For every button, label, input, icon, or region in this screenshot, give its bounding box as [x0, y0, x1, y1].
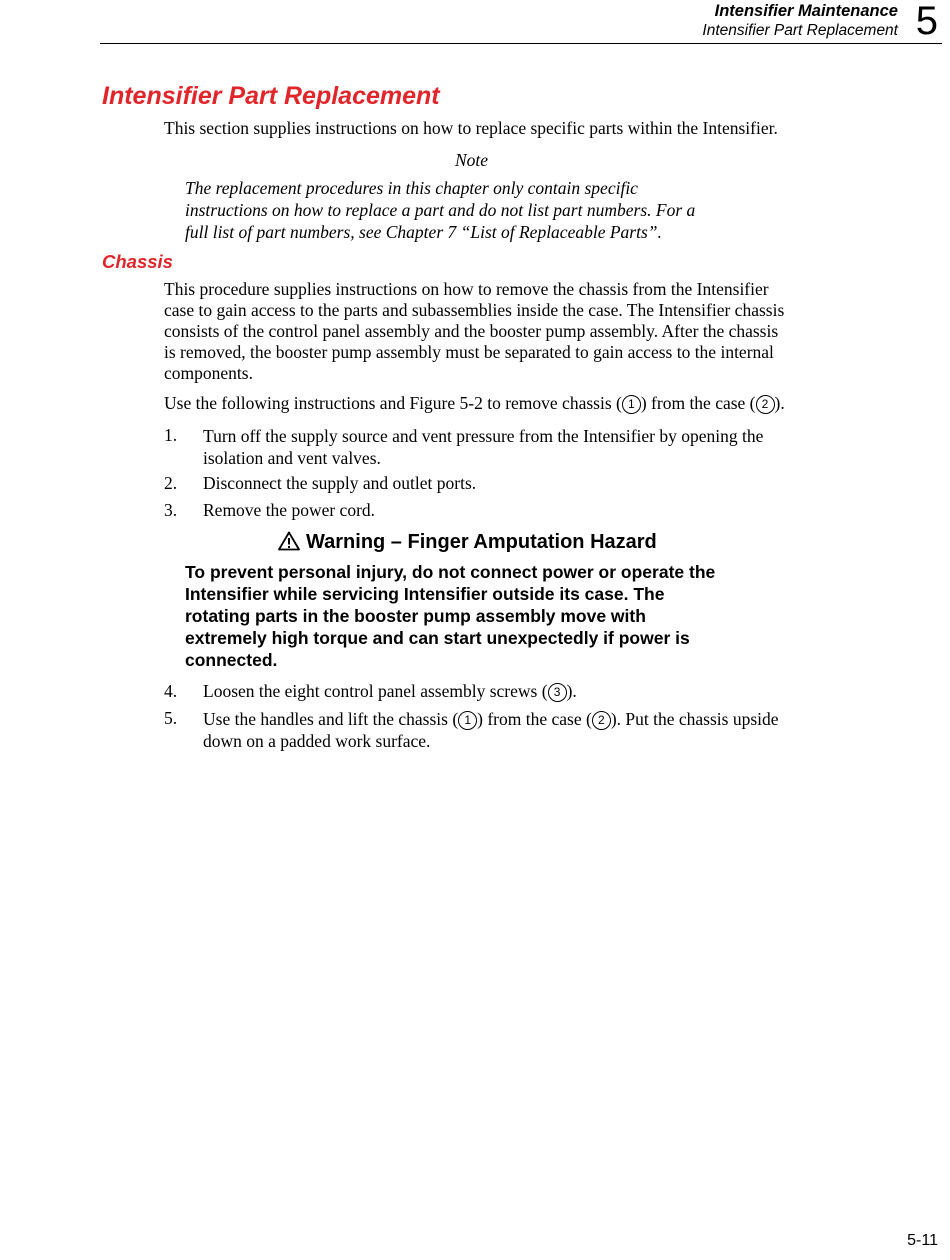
page-header	[0, 0, 950, 48]
warning-line: Intensifier while servicing Intensifier outside its case. The	[185, 584, 665, 604]
header-section-title: Intensifier Part Replacement	[702, 22, 898, 39]
callout-1-icon: 1	[622, 395, 641, 414]
text-segment: ).	[566, 681, 577, 701]
header-chapter-number: 5	[915, 0, 938, 43]
chassis-heading: Chassis	[102, 251, 173, 272]
step-line: down on a padded work surface.	[203, 731, 431, 751]
warning-line: extremely high torque and can start unexpectedly if power is	[185, 628, 690, 648]
note-body	[185, 177, 695, 243]
warning-line: To prevent personal injury, do not connect power or operate the	[185, 562, 716, 582]
step-text	[203, 681, 853, 702]
note-line: instructions on how to replace a part and do not list part numbers. For a	[185, 200, 696, 220]
text-segment: ) from the case (	[640, 393, 756, 413]
note-line: full list of part numbers, see Chapter 7 “List of Replaceable Parts”.	[185, 222, 662, 242]
step-number: 4.	[164, 681, 178, 701]
callout-2-icon: 2	[592, 711, 611, 730]
figure-reference-paragraph	[164, 393, 854, 414]
warning-title-text: Warning – Finger Amputation Hazard	[306, 531, 657, 553]
page-number: 5-11	[907, 1232, 938, 1249]
callout-2-icon: 2	[756, 395, 775, 414]
step-number: 1.	[164, 425, 178, 445]
step-line	[203, 681, 853, 702]
step-text	[203, 473, 853, 494]
header-divider	[100, 43, 942, 44]
note-line: The replacement procedures in this chapter only contain specific	[185, 178, 638, 198]
step-number: 5.	[164, 708, 178, 728]
step-line: isolation and vent valves.	[203, 448, 381, 468]
step-number: 3.	[164, 500, 178, 520]
header-chapter-title: Intensifier Maintenance	[714, 2, 898, 20]
callout-3-icon: 3	[548, 683, 567, 702]
paragraph-line: is removed, the booster pump assembly must be separated to gain access to the internal	[164, 342, 774, 362]
paragraph-line: case to gain access to the parts and subassemblies inside the case. The Intensifier chassis	[164, 300, 785, 320]
warning-title	[278, 531, 657, 557]
text-segment: Loosen the eight control panel assembly screws (	[203, 681, 548, 701]
step-text	[203, 425, 853, 469]
callout-1-icon: 1	[458, 711, 477, 730]
step-text	[203, 708, 853, 752]
paragraph-line: consists of the control panel assembly and the booster pump assembly. After the chassis	[164, 321, 779, 341]
paragraph-line: components.	[164, 363, 253, 383]
step-line: Turn off the supply source and vent pressure from the Intensifier by opening the	[203, 426, 764, 446]
step-number: 2.	[164, 473, 178, 493]
text-segment: ). Put the chassis upside	[610, 709, 779, 729]
chassis-paragraph	[164, 279, 854, 384]
step-text	[203, 500, 853, 521]
step-line	[203, 708, 853, 730]
note-label: Note	[455, 150, 489, 170]
step-line: Disconnect the supply and outlet ports.	[203, 473, 477, 493]
intro-paragraph: This section supplies instructions on how to replace specific parts within the Intensifier.	[164, 118, 778, 138]
paragraph-line: This procedure supplies instructions on how to remove the chassis from the Intensifier	[164, 279, 769, 299]
warning-body	[185, 561, 715, 671]
text-segment: ) from the case (	[477, 709, 592, 729]
warning-line: connected.	[185, 650, 278, 670]
text-segment: Use the following instructions and Figure 5-2 to remove chassis (	[164, 393, 622, 413]
text-segment: Use the handles and lift the chassis (	[203, 709, 459, 729]
section-heading: Intensifier Part Replacement	[102, 82, 440, 110]
warning-line: rotating parts in the booster pump assembly move with	[185, 606, 646, 626]
warning-triangle-icon	[278, 531, 300, 557]
text-segment: ).	[774, 393, 785, 413]
figure-reference-line	[164, 393, 854, 414]
step-line: Remove the power cord.	[203, 500, 376, 520]
